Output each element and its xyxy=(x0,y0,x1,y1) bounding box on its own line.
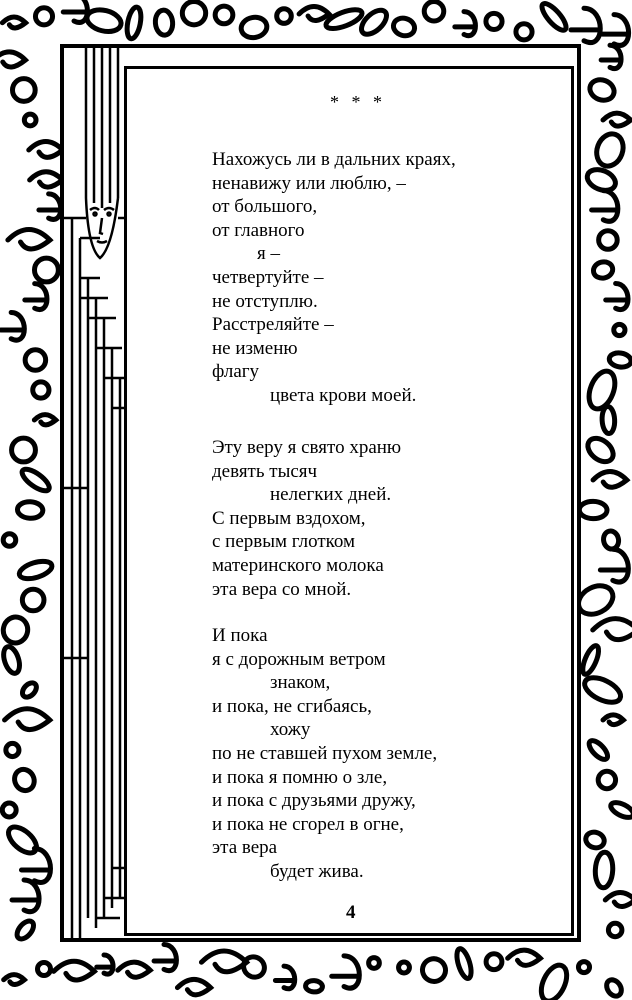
poem-line: четвертуйте – xyxy=(212,267,324,288)
poem-line: девять тысяч xyxy=(212,460,318,482)
poem-line: от главного xyxy=(212,219,305,241)
poem-line: я с дорожным ветром xyxy=(212,648,386,670)
poem-line: эта вера со мной. xyxy=(212,578,352,600)
poem-line: и пока, не сгибаясь, xyxy=(212,695,372,717)
poem-line: флагу xyxy=(212,361,260,383)
poem-line: и пока я помню о зле, xyxy=(212,766,388,788)
page-number: 4 xyxy=(346,902,356,923)
poem-line: не отступлю. xyxy=(212,290,318,312)
poem-line: Расстреляйте – xyxy=(212,314,334,336)
poem-line: хожу xyxy=(270,719,311,741)
poem-line: по не ставшей пухом земле, xyxy=(212,743,438,764)
poem-heading-asterisks: * * * xyxy=(330,92,386,112)
poem-line: материнского молока xyxy=(212,555,384,576)
poem-line: не изменю xyxy=(212,337,298,359)
poem-line: и пока с друзьями дружу, xyxy=(212,790,416,812)
poem-line: будет жива. xyxy=(270,861,364,882)
poem-line: эта вера xyxy=(212,837,278,859)
poem-line: от большого, xyxy=(212,196,318,218)
poem-line: цвета крови моей. xyxy=(270,385,417,406)
poem-line: С первым вздохом, xyxy=(212,507,366,529)
poem-line: с первым глотком xyxy=(212,531,356,553)
poem-line: знаком, xyxy=(270,672,331,694)
poem-line: И пока xyxy=(212,625,268,646)
poem-line: Эту веру я свято храню xyxy=(212,437,402,458)
poem-line: и пока не сгорел в огне, xyxy=(212,813,404,835)
poem-line: я – xyxy=(257,243,280,265)
poem-line: ненавижу или люблю, – xyxy=(212,172,406,194)
stylized-figure-illustration xyxy=(64,48,132,938)
poem-line: нелегких дней. xyxy=(270,484,392,506)
poem-line: Нахожусь ли в дальних краях, xyxy=(212,149,456,170)
